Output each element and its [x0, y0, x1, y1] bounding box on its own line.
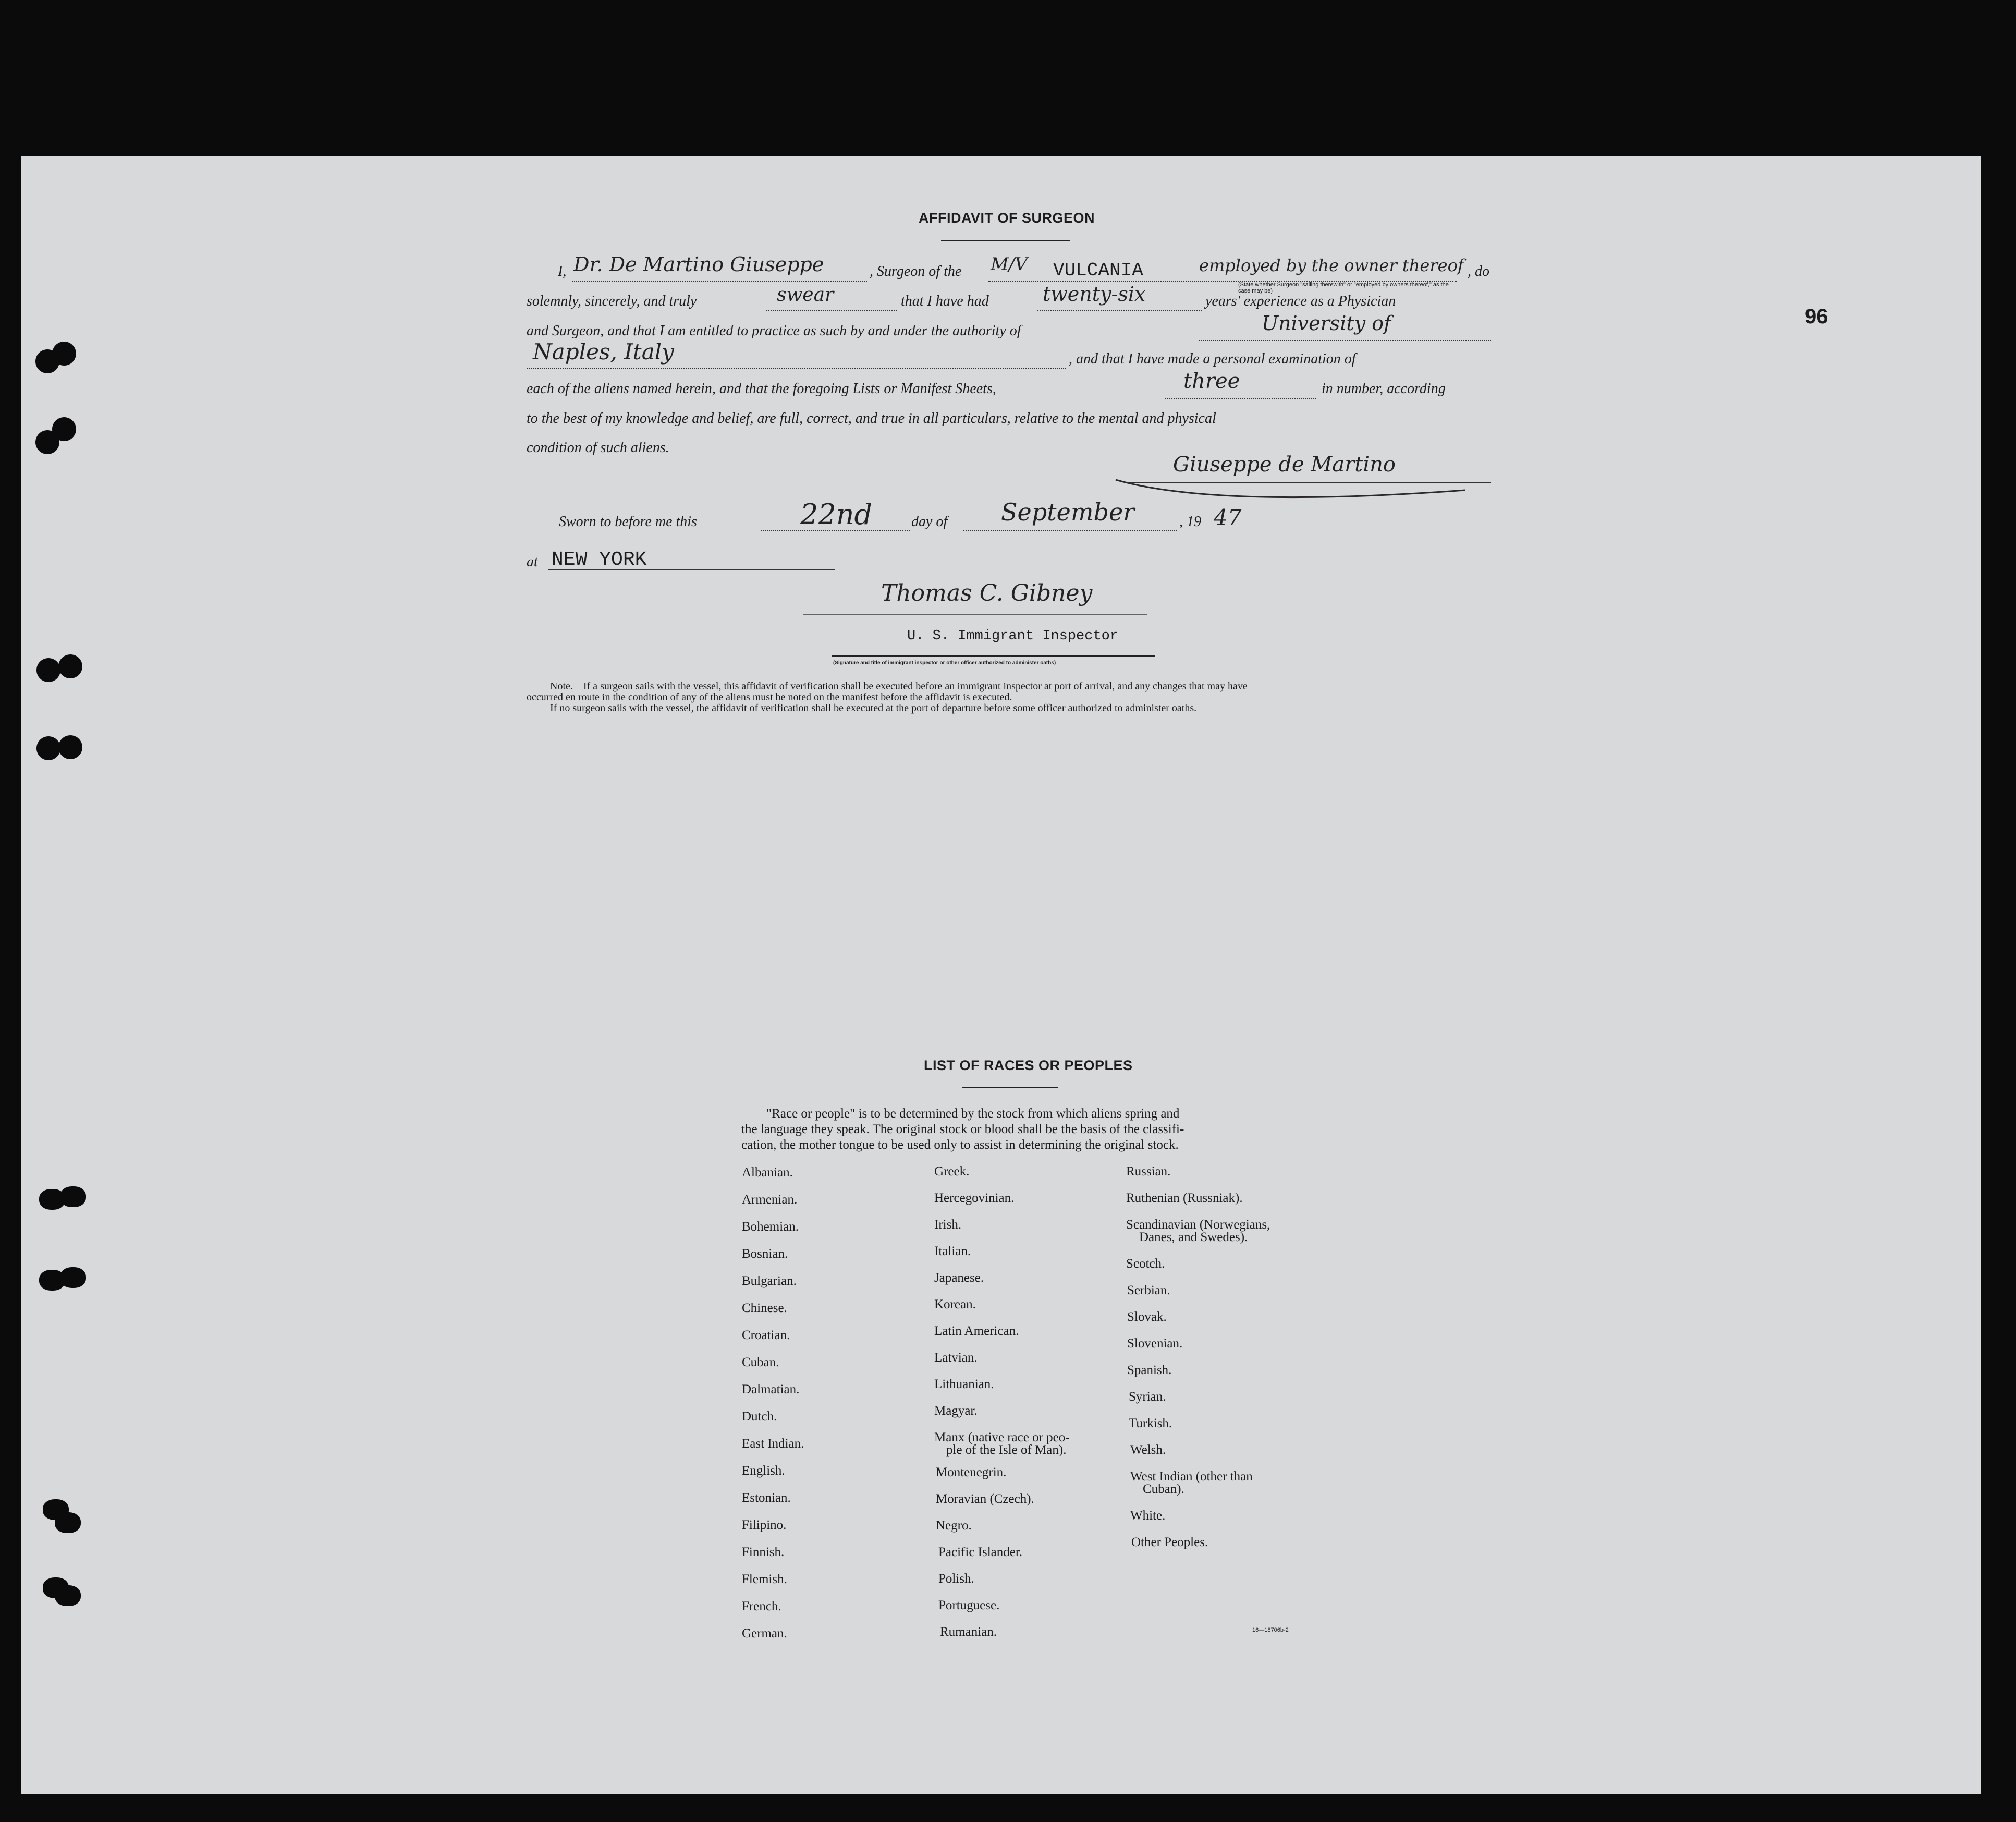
- race-item: Serbian.: [1127, 1283, 1170, 1297]
- race-item: Flemish.: [742, 1572, 787, 1586]
- race-item: Italian.: [934, 1244, 971, 1258]
- at-label: at: [527, 554, 538, 570]
- affidavit-text: each of the aliens named herein, and that the foregoing Lists or Manifest Sheets,: [527, 381, 996, 397]
- race-item: Dutch.: [742, 1410, 777, 1424]
- race-item: Cuban).: [1143, 1482, 1184, 1496]
- race-item: Hercegovinian.: [934, 1191, 1015, 1205]
- race-item: Magyar.: [934, 1404, 978, 1418]
- race-item: Russian.: [1126, 1164, 1171, 1179]
- race-item: Other Peoples.: [1131, 1535, 1208, 1549]
- race-item: Danes, and Swedes).: [1139, 1230, 1248, 1244]
- binder-hole: [58, 735, 82, 759]
- race-item: Slovenian.: [1127, 1337, 1183, 1351]
- race-item: Turkish.: [1129, 1416, 1172, 1430]
- race-item: Finnish.: [742, 1545, 785, 1559]
- sworn-text: , 19: [1179, 514, 1201, 530]
- race-item: White.: [1130, 1509, 1166, 1523]
- blank-line: [572, 281, 867, 282]
- affidavit-title: AFFIDAVIT OF SURGEON: [919, 210, 1095, 226]
- race-item: Welsh.: [1130, 1443, 1166, 1457]
- race-item: German.: [742, 1626, 787, 1641]
- blank-line: [527, 368, 1066, 369]
- authority-line-2: Naples, Italy: [533, 339, 674, 365]
- affidavit-text: years' experience as a Physician: [1205, 293, 1396, 309]
- sworn-year: 47: [1214, 505, 1242, 530]
- inspector-title: U. S. Immigrant Inspector: [907, 628, 1119, 644]
- affidavit-text: and Surgeon, and that I am entitled to practice as such by and under the authority of: [527, 323, 1021, 339]
- race-item: French.: [742, 1599, 781, 1613]
- sworn-text: day of: [911, 514, 948, 530]
- affidavit-text: to the best of my knowledge and belief, are full, correct, and true in all particulars, relative to the mental and physical: [527, 410, 1216, 427]
- race-item: East Indian.: [742, 1437, 804, 1451]
- note-line: occurred en route in the condition of any of the aliens must be noted on the manifest before the affidavit is executed.: [527, 691, 1012, 703]
- vessel-name: VULCANIA: [1053, 260, 1143, 281]
- race-item: English.: [742, 1464, 785, 1478]
- affidavit-text: condition of such aliens.: [527, 440, 669, 456]
- race-item: Rumanian.: [940, 1625, 997, 1639]
- binder-hole: [36, 658, 60, 682]
- race-item: Pacific Islander.: [938, 1545, 1023, 1559]
- note-line: Note.—If a surgeon sails with the vessel, this affidavit of verification shall be executed before an immigrant inspector at port of arrival, and any changes that may have: [550, 681, 1248, 692]
- race-item: Bosnian.: [742, 1247, 788, 1261]
- race-item: Syrian.: [1129, 1390, 1166, 1404]
- title-rule: [941, 240, 1070, 241]
- page-number: 96: [1805, 305, 1828, 328]
- blank-line: [1165, 398, 1316, 399]
- blank-line: [963, 530, 1177, 531]
- race-item: Spanish.: [1127, 1363, 1172, 1377]
- binder-hole: [60, 1186, 86, 1207]
- affidavit-text: , Surgeon of the: [870, 263, 962, 280]
- race-item: Scotch.: [1126, 1257, 1165, 1271]
- race-item: Negro.: [936, 1519, 972, 1533]
- race-item: Polish.: [938, 1572, 974, 1586]
- form-number: 16—18706b-2: [1252, 1627, 1289, 1633]
- affidavit-text: in number, according: [1322, 381, 1446, 397]
- race-item: ple of the Isle of Man).: [946, 1443, 1067, 1457]
- binder-hole: [36, 736, 60, 760]
- vessel-prefix: M/V: [991, 254, 1028, 275]
- employment-status: employed by the owner thereof: [1199, 256, 1464, 275]
- signature-caption: (Signature and title of immigrant inspector or other officer authorized to administer oaths): [833, 660, 1056, 666]
- authority-line-1: University of: [1262, 312, 1391, 335]
- affidavit-text: solemnly, sincerely, and truly: [527, 293, 697, 309]
- race-item: West Indian (other than: [1130, 1469, 1253, 1484]
- affidavit-text: , do: [1468, 263, 1489, 280]
- binder-hole: [52, 417, 76, 441]
- binder-hole: [55, 1512, 81, 1533]
- oath-word: swear: [777, 284, 834, 306]
- race-item: Bohemian.: [742, 1220, 799, 1234]
- sworn-day: 22nd: [800, 498, 873, 531]
- place: NEW YORK: [552, 549, 647, 571]
- race-item: Latin American.: [934, 1324, 1019, 1338]
- race-item: Montenegrin.: [936, 1465, 1007, 1479]
- sworn-text: Sworn to before me this: [559, 514, 697, 530]
- race-item: Slovak.: [1127, 1310, 1167, 1324]
- race-item: Korean.: [934, 1297, 976, 1311]
- affidavit-text: I,: [558, 263, 567, 280]
- employment-note: (State whether Surgeon "sailing therewith" or "employed by owners thereof," as the case may be): [1238, 282, 1449, 294]
- races-intro: the language they speak. The original stock or blood shall be the basis of the classifi-: [741, 1122, 1184, 1136]
- race-item: Japanese.: [934, 1271, 984, 1285]
- sworn-month: September: [1001, 498, 1135, 526]
- race-item: Ruthenian (Russniak).: [1126, 1191, 1243, 1205]
- race-item: Greek.: [934, 1164, 970, 1179]
- blank-line: [1037, 310, 1202, 311]
- races-intro: cation, the mother tongue to be used only to assist in determining the original stock.: [741, 1138, 1179, 1152]
- inspector-signature: Thomas C. Gibney: [881, 580, 1093, 606]
- race-item: Scandinavian (Norwegians,: [1126, 1218, 1270, 1232]
- note-line: If no surgeon sails with the vessel, the affidavit of verification shall be executed at the port of departure before some officer authorized to administer oaths.: [550, 702, 1197, 714]
- title-rule: [962, 1087, 1058, 1088]
- race-item: Bulgarian.: [742, 1274, 797, 1288]
- race-item: Dalmatian.: [742, 1382, 800, 1396]
- signature-rule: [832, 655, 1155, 657]
- race-item: Moravian (Czech).: [936, 1492, 1034, 1506]
- race-item: Albanian.: [742, 1165, 793, 1180]
- binder-hole: [58, 654, 82, 678]
- race-item: Filipino.: [742, 1518, 787, 1532]
- race-item: Lithuanian.: [934, 1377, 994, 1391]
- surgeon-signature: Giuseppe de Martino: [1173, 453, 1396, 477]
- blank-line: [1199, 340, 1491, 341]
- races-title: LIST OF RACES OR PEOPLES: [924, 1058, 1133, 1073]
- race-item: Chinese.: [742, 1301, 787, 1315]
- race-item: Manx (native race or peo-: [934, 1430, 1070, 1444]
- years-experience: twenty-six: [1043, 283, 1146, 306]
- race-item: Irish.: [934, 1218, 962, 1232]
- race-item: Cuban.: [742, 1355, 779, 1369]
- sheet-count: three: [1183, 369, 1240, 393]
- inspector-rule: [803, 614, 1147, 615]
- race-item: Croatian.: [742, 1328, 790, 1342]
- binder-hole: [55, 1585, 81, 1606]
- affidavit-text: that I have had: [901, 293, 989, 309]
- race-item: Estonian.: [742, 1491, 791, 1505]
- race-item: Latvian.: [934, 1351, 978, 1365]
- surgeon-name: Dr. De Martino Giuseppe: [573, 253, 824, 276]
- affidavit-text: , and that I have made a personal examination of: [1069, 351, 1356, 367]
- binder-hole: [52, 342, 76, 366]
- blank-line: [766, 310, 897, 311]
- race-item: Portuguese.: [938, 1598, 1000, 1612]
- binder-hole: [60, 1267, 86, 1288]
- signature-flourish: [1110, 469, 1475, 506]
- races-intro: "Race or people" is to be determined by the stock from which aliens spring and: [766, 1107, 1180, 1121]
- race-item: Armenian.: [742, 1193, 798, 1207]
